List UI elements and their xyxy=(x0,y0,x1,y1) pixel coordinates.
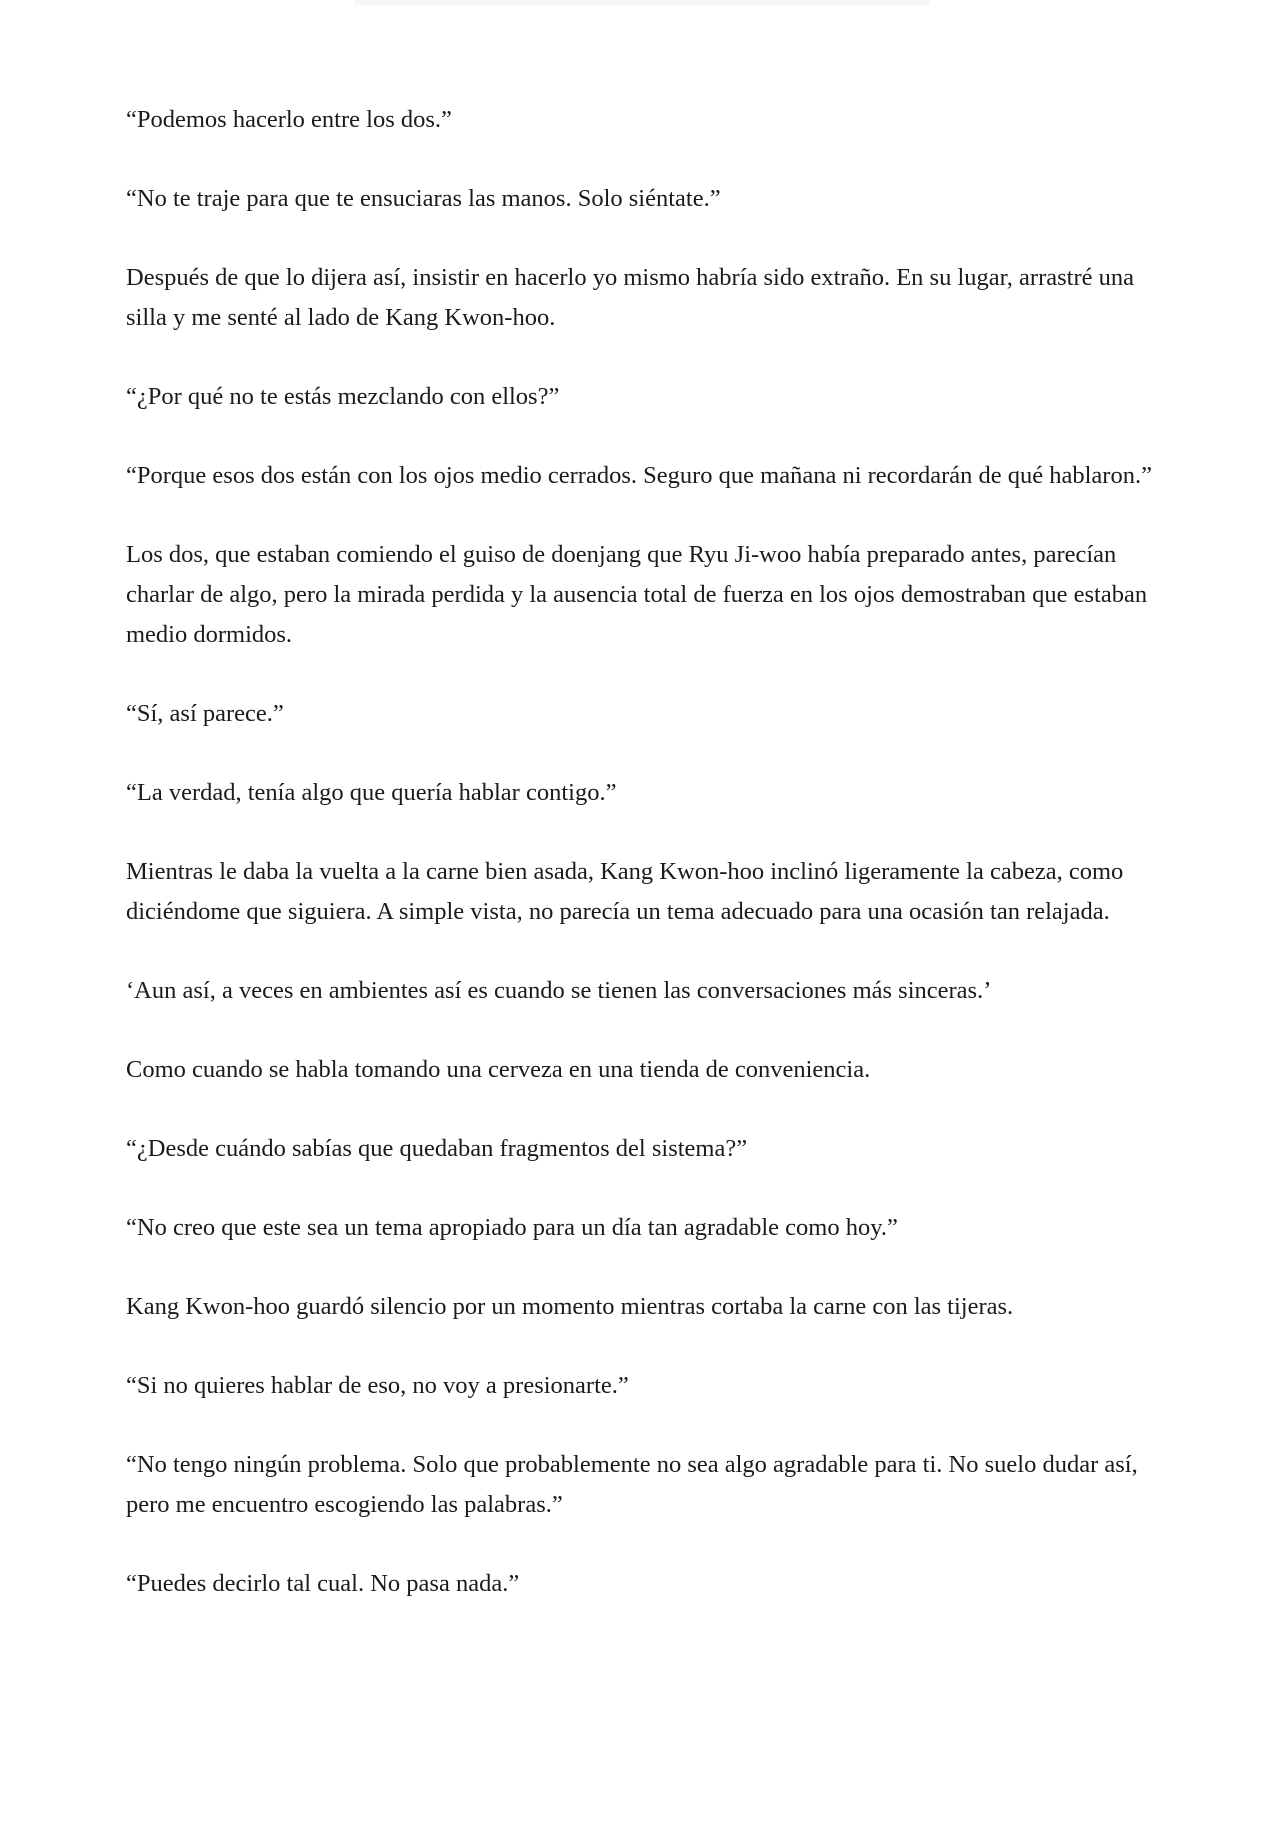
paragraph: “Podemos hacerlo entre los dos.” xyxy=(126,106,452,133)
paragraph: “La verdad, tenía algo que quería hablar contigo.” xyxy=(126,779,617,806)
paragraph: Mientras le daba la vuelta a la carne bien asada, Kang Kwon-hoo inclinó ligeramente la cabeza, como diciéndome que siguiera. A simple vista, no parecía un tema adecuado para una ocasión tan relajada. xyxy=(126,858,1124,925)
article-body xyxy=(126,100,1156,1643)
paragraph: “Si no quieres hablar de eso, no voy a presionarte.” xyxy=(126,1372,629,1399)
paragraph: “Porque esos dos están con los ojos medio cerrados. Seguro que mañana ni recordarán de qué hablaron.” xyxy=(126,462,1152,489)
paragraph: Como cuando se habla tomando una cerveza en una tienda de conveniencia. xyxy=(126,1056,871,1083)
paragraph: “Puedes decirlo tal cual. No pasa nada.” xyxy=(126,1570,520,1597)
top-scroll-indicator xyxy=(355,0,930,5)
paragraph: “No te traje para que te ensuciaras las manos. Solo siéntate.” xyxy=(126,185,721,212)
paragraph: Después de que lo dijera así, insistir en hacerlo yo mismo habría sido extraño. En su lugar, arrastré una silla y me senté al lado de Kang Kwon-hoo. xyxy=(126,264,1134,331)
paragraph: “No creo que este sea un tema apropiado para un día tan agradable como hoy.” xyxy=(126,1214,898,1241)
paragraph: Kang Kwon-hoo guardó silencio por un momento mientras cortaba la carne con las tijeras. xyxy=(126,1293,1014,1320)
paragraph: “¿Desde cuándo sabías que quedaban fragmentos del sistema?” xyxy=(126,1135,748,1162)
paragraph: ‘Aun así, a veces en ambientes así es cuando se tienen las conversaciones más sinceras.’ xyxy=(126,977,992,1004)
paragraph: Los dos, que estaban comiendo el guiso de doenjang que Ryu Ji-woo había preparado antes, parecían charlar de algo, pero la mirada perdida y la ausencia total de fuerza en los ojos demostraban que estaban medio dormidos. xyxy=(126,541,1148,648)
paragraph: “Sí, así parece.” xyxy=(126,700,284,727)
paragraph: “No tengo ningún problema. Solo que probablemente no sea algo agradable para ti. No suelo dudar así, pero me encuentro escogiendo las palabras.” xyxy=(126,1451,1138,1518)
paragraph: “¿Por qué no te estás mezclando con ellos?” xyxy=(126,383,560,410)
